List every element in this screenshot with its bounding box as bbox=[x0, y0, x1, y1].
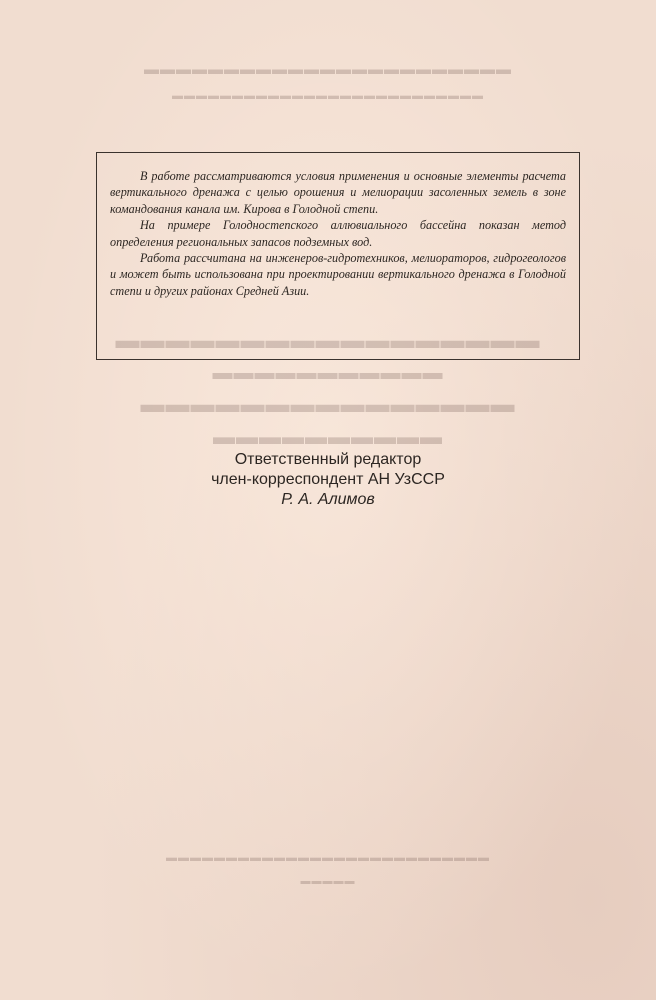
editor-title: член-корреспондент АН УзССР bbox=[211, 471, 445, 488]
abstract bbox=[110, 168, 566, 299]
bleed-through-title-4: ▬▬▬▬▬▬▬▬▬▬ bbox=[213, 424, 443, 449]
bleed-through-title-2: ▬▬▬▬▬▬▬▬▬▬▬ bbox=[212, 362, 444, 384]
editor-name: Р. А. Алимов bbox=[281, 491, 375, 508]
editor-role: Ответственный редактор bbox=[234, 451, 422, 468]
bleed-through-publisher: ▬▬▬▬▬▬▬▬▬▬▬▬▬▬▬▬▬▬▬▬▬▬▬▬▬▬▬ bbox=[166, 852, 490, 864]
bleed-through-city: ▬▬▬▬▬ bbox=[300, 876, 356, 887]
abstract-paragraph-2: На примере Голодностепского аллювиального бассейна показан метод определения региональных запасов подземных вод. bbox=[110, 218, 566, 249]
abstract-paragraph-1: В работе рассматриваются условия применения и основные элементы расчета вертикального дренажа с целью орошения и мелиорации засоленных земель в зоне командования канала им. Кирова в Голодной степи. bbox=[110, 169, 566, 216]
bleed-through-title-1: ▬▬▬▬▬▬▬▬▬▬▬▬▬▬▬▬▬ bbox=[115, 328, 541, 354]
bleed-through-header: ▬▬▬▬▬▬▬▬▬▬▬▬▬▬▬▬▬▬▬▬▬▬▬ bbox=[144, 62, 512, 78]
abstract-paragraph-3: Работа рассчитана на инженеров-гидротехников, мелиораторов, гидрогеологов и может быть использована при проектировании вертикального дренажа в Голодной степи и других районах Средней Азии. bbox=[110, 251, 566, 298]
bleed-through-subheader: ▬▬▬▬▬▬▬▬▬▬▬▬▬▬▬▬▬▬▬▬▬▬▬▬▬▬ bbox=[172, 90, 484, 102]
bleed-through-title-3: ▬▬▬▬▬▬▬▬▬▬▬▬▬▬▬ bbox=[140, 392, 516, 418]
